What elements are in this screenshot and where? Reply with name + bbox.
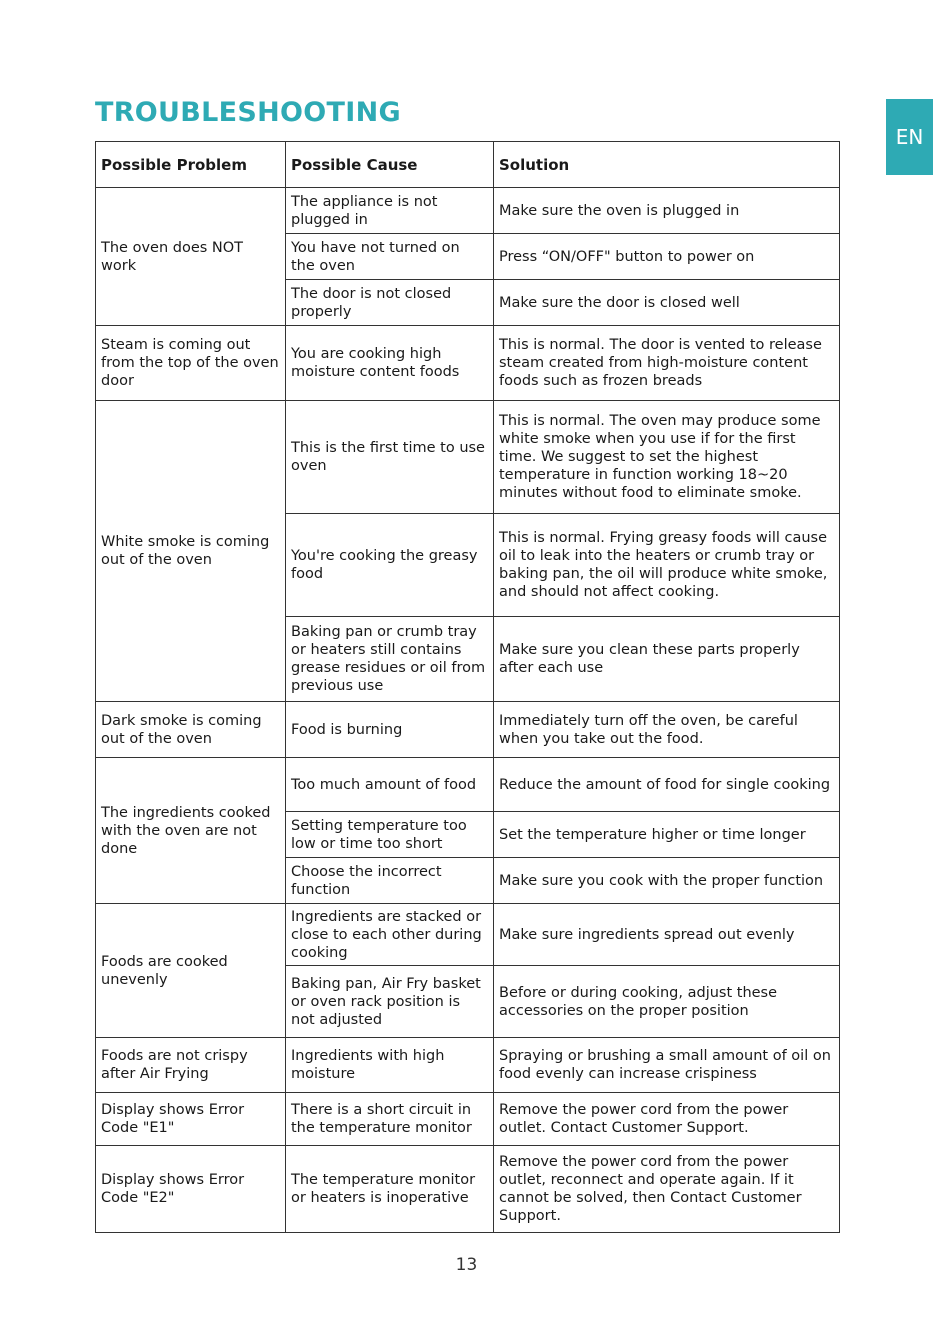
cause-cell: The appliance is not plugged in	[286, 188, 494, 234]
cause-cell: Setting temperature too low or time too short	[286, 812, 494, 858]
cause-cell: Choose the incorrect function	[286, 858, 494, 904]
solution-cell: This is normal. Frying greasy foods will cause oil to leak into the heaters or crumb tray or baking pan, the oil will produce white smoke, and should not affect cooking.	[494, 514, 840, 617]
problem-cell: Foods are not crispy after Air Frying	[96, 1038, 286, 1093]
solution-cell: Make sure the oven is plugged in	[494, 188, 840, 234]
cause-cell: Food is burning	[286, 702, 494, 758]
problem-cell: Display shows Error Code "E2"	[96, 1146, 286, 1233]
problem-cell: Dark smoke is coming out of the oven	[96, 702, 286, 758]
solution-cell: Make sure the door is closed well	[494, 280, 840, 326]
troubleshooting-table	[95, 141, 840, 1233]
solution-cell: Remove the power cord from the power outlet. Contact Customer Support.	[494, 1093, 840, 1146]
cause-cell: Too much amount of food	[286, 758, 494, 812]
solution-cell: Immediately turn off the oven, be careful when you take out the food.	[494, 702, 840, 758]
cause-cell: You are cooking high moisture content foods	[286, 326, 494, 401]
table-row	[96, 401, 840, 514]
language-tab: EN	[886, 99, 933, 175]
table-row	[96, 702, 840, 758]
cause-cell: Baking pan, Air Fry basket or oven rack position is not adjusted	[286, 966, 494, 1038]
cause-cell: Baking pan or crumb tray or heaters still contains grease residues or oil from previous use	[286, 617, 494, 702]
cause-cell: The temperature monitor or heaters is inoperative	[286, 1146, 494, 1233]
table-row	[96, 188, 840, 234]
cause-cell: There is a short circuit in the temperature monitor	[286, 1093, 494, 1146]
header-solution: Solution	[494, 142, 840, 188]
table-row	[96, 1038, 840, 1093]
cause-cell: This is the first time to use oven	[286, 401, 494, 514]
table-row	[96, 758, 840, 812]
problem-cell: The ingredients cooked with the oven are not done	[96, 758, 286, 904]
problem-cell: Display shows Error Code "E1"	[96, 1093, 286, 1146]
table-row	[96, 1146, 840, 1233]
problem-cell: White smoke is coming out of the oven	[96, 401, 286, 702]
solution-cell: This is normal. The oven may produce some white smoke when you use if for the first time. We suggest to set the highest temperature in function working 18~20 minutes without food to eliminate smoke.	[494, 401, 840, 514]
problem-cell: Steam is coming out from the top of the oven door	[96, 326, 286, 401]
header-cause: Possible Cause	[286, 142, 494, 188]
cause-cell: Ingredients are stacked or close to each other during cooking	[286, 904, 494, 966]
table-row	[96, 904, 840, 966]
page-number: 13	[455, 1255, 478, 1275]
cause-cell: The door is not closed properly	[286, 280, 494, 326]
header-problem: Possible Problem	[96, 142, 286, 188]
solution-cell: This is normal. The door is vented to release steam created from high-moisture content foods such as frozen breads	[494, 326, 840, 401]
cause-cell: You have not turned on the oven	[286, 234, 494, 280]
solution-cell: Reduce the amount of food for single cooking	[494, 758, 840, 812]
table-row	[96, 326, 840, 401]
problem-cell: Foods are cooked unevenly	[96, 904, 286, 1038]
table-header-row	[96, 142, 840, 188]
solution-cell: Remove the power cord from the power outlet, reconnect and operate again. If it cannot be solved, then Contact Customer Support.	[494, 1146, 840, 1233]
solution-cell: Make sure you cook with the proper function	[494, 858, 840, 904]
solution-cell: Make sure you clean these parts properly after each use	[494, 617, 840, 702]
solution-cell: Before or during cooking, adjust these accessories on the proper position	[494, 966, 840, 1038]
solution-cell: Make sure ingredients spread out evenly	[494, 904, 840, 966]
problem-cell: The oven does NOT work	[96, 188, 286, 326]
table-row	[96, 1093, 840, 1146]
solution-cell: Spraying or brushing a small amount of oil on food evenly can increase crispiness	[494, 1038, 840, 1093]
solution-cell: Set the temperature higher or time longer	[494, 812, 840, 858]
solution-cell: Press “ON/OFF" button to power on	[494, 234, 840, 280]
cause-cell: You're cooking the greasy food	[286, 514, 494, 617]
page-title: TROUBLESHOOTING	[95, 97, 401, 128]
cause-cell: Ingredients with high moisture	[286, 1038, 494, 1093]
